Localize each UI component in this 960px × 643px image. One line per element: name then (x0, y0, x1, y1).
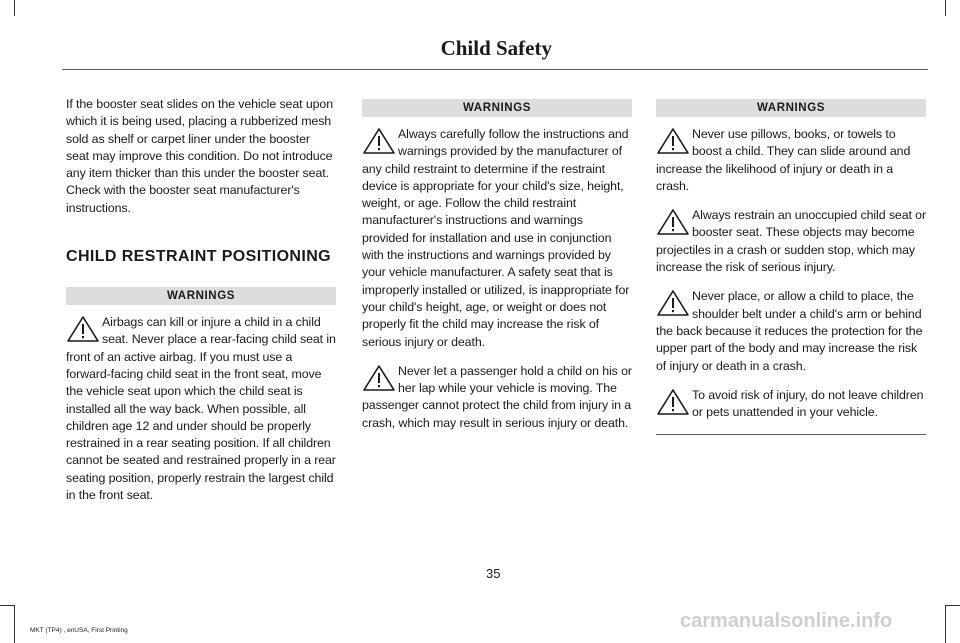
warnings-heading: WARNINGS (656, 99, 926, 117)
warning-triangle-icon (66, 315, 100, 343)
warnings-end-divider (656, 434, 926, 435)
column-3 (656, 99, 926, 435)
section-title: CHILD RESTRAINT POSITIONING (66, 248, 332, 266)
warning-item (656, 207, 926, 276)
warning-item (656, 126, 926, 195)
warning-item (362, 126, 632, 351)
crop-mark (0, 605, 14, 606)
warning-triangle-icon (362, 127, 396, 155)
print-info: MKT (TP4) , enUSA, First Printing (30, 627, 128, 634)
warnings-heading: WARNINGS (362, 99, 632, 117)
warning-text: Airbags can kill or injure a child in a child seat. Never place a rear-facing child seat in front of an active airbag. If you must use a forward-facing child seat in the front seat, move the vehicle seat upon which the child seat is installed all the way back. When possible, all children age 12 and under should be properly restrained in a rear seating position. If all children cannot be seated and restrained properly in a rear seating position, properly restrain the largest child in the front seat. (66, 315, 336, 503)
warning-item (656, 387, 926, 422)
warning-triangle-icon (362, 364, 396, 392)
page-title: Child Safety (440, 36, 552, 60)
crop-mark (945, 605, 946, 643)
warning-triangle-icon (656, 208, 690, 236)
warning-triangle-icon (656, 388, 690, 416)
header-divider (62, 69, 928, 70)
watermark: carmanualsonline.info (680, 610, 893, 632)
warning-text: Always restrain an unoccupied child seat or booster seat. These objects may become projectiles in a crash or sudden stop, which may increase the risk of serious injury. (656, 208, 927, 275)
warning-text: Never use pillows, books, or towels to boost a child. They can slide around and increase the likelihood of injury or death in a crash. (656, 127, 911, 193)
warnings-heading: WARNINGS (66, 287, 336, 305)
warning-item (362, 363, 632, 432)
warning-triangle-icon (656, 289, 690, 317)
page-number: 35 (486, 566, 501, 581)
warning-text: Never let a passenger hold a child on his or her lap while your vehicle is moving. The passenger cannot protect the child from injury in a crash, which may result in serious injury or death. (362, 363, 632, 430)
crop-mark (945, 0, 946, 16)
warning-item (66, 314, 336, 504)
column-1 (66, 96, 336, 504)
warning-text: Never place, or allow a child to place, the shoulder belt under a child's arm or behind the back because it reduces the protection for the upper part of the body and may increase the risk of injury or death in a crash. (656, 289, 923, 373)
warning-triangle-icon (656, 127, 690, 155)
warning-text: Always carefully follow the instructions and warnings provided by the manufacturer of any child restraint to determine if the restraint device is appropriate for your child's size, height, weight, or age. Follow the child restraint manufacturer's instructions and warnings provided for installation and use in conjunction with the instructions and warnings provided by your vehicle manufacturer. A safety seat that is improperly installed or utilized, is inappropriate for your child's height, age, or weight or does not properly fit the child may increase the risk of serious injury or death. (362, 127, 630, 349)
warning-item (656, 288, 926, 374)
column-2 (362, 99, 632, 432)
crop-mark (14, 0, 15, 16)
crop-mark (14, 605, 15, 643)
intro-paragraph: If the booster seat slides on the vehicle seat upon which it is being used, placing a rubberized mesh sold as shelf or carpet liner under the booster seat may improve this condition. Do not introduce any item thicker than this under the booster seat. Check with the booster seat manufacturer's instructions. (66, 97, 333, 215)
warning-text: To avoid risk of injury, do not leave children or pets unattended in your vehicle. (692, 387, 924, 420)
crop-mark (946, 605, 960, 606)
